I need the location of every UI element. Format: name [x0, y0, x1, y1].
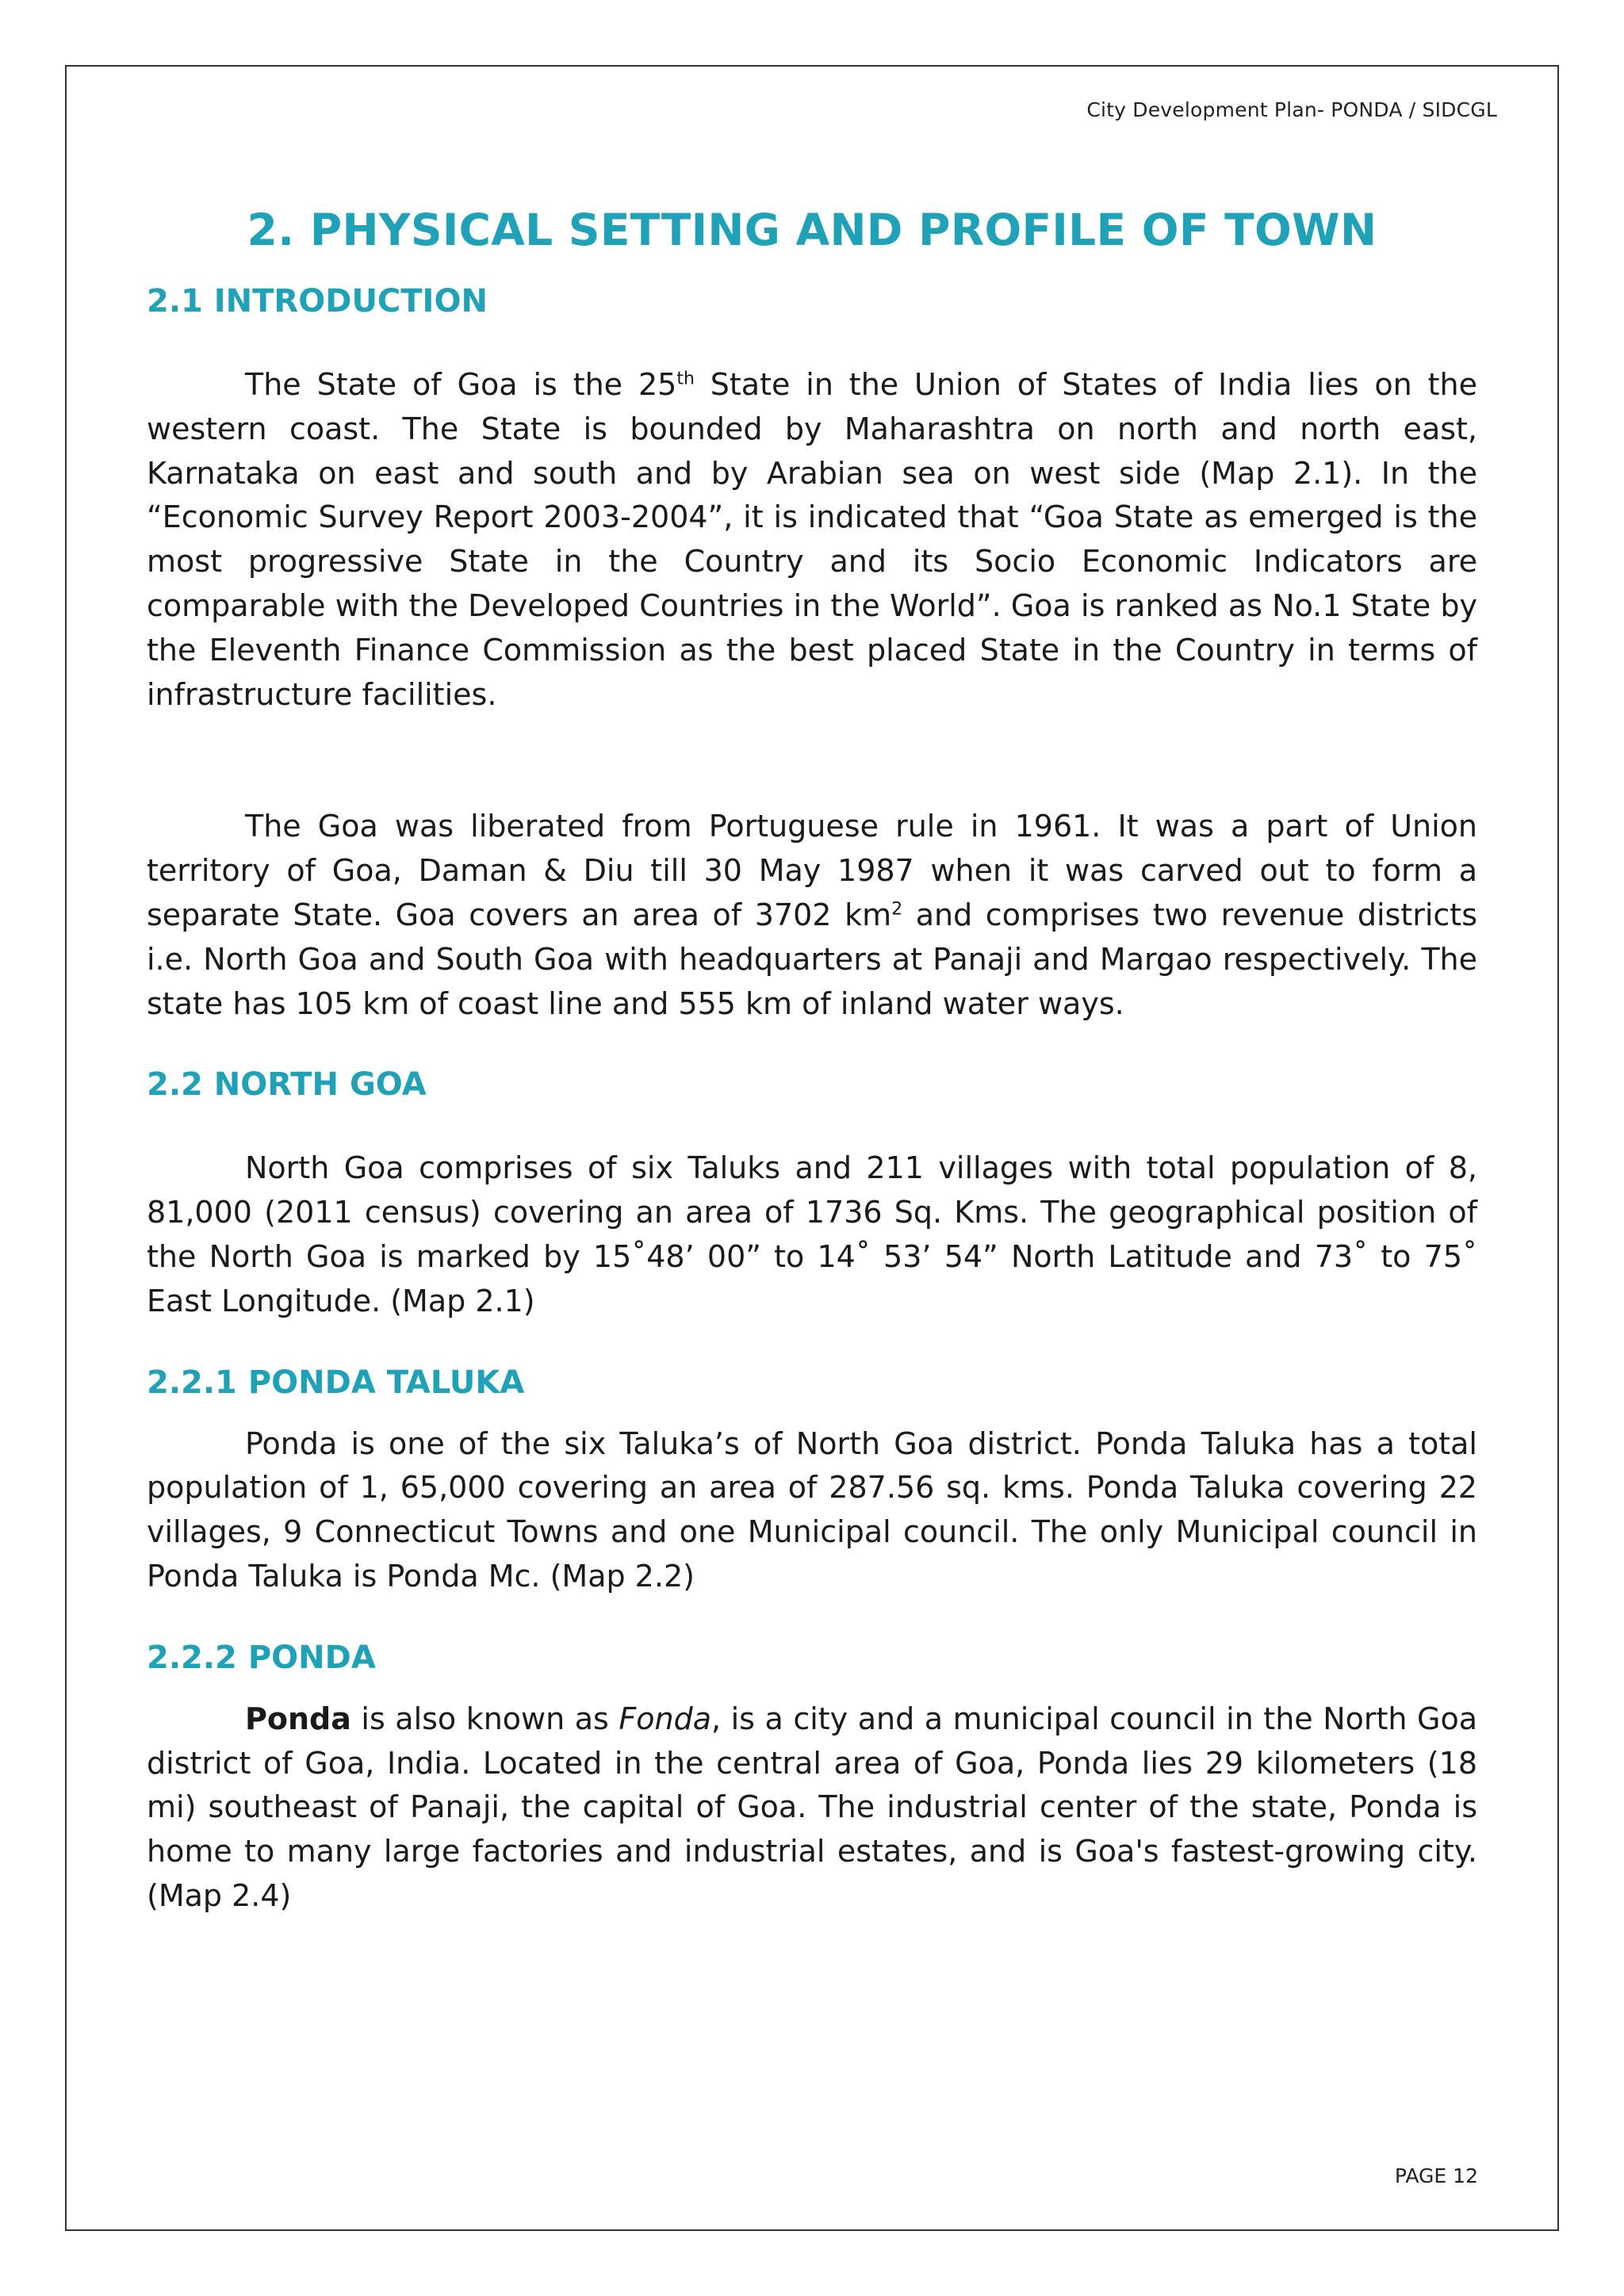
section-heading-introduction: 2.1 INTRODUCTION [147, 283, 488, 320]
fonda-italic-term: Fonda [619, 1701, 711, 1736]
ponda-bold-term: Ponda [245, 1701, 351, 1736]
ponda-taluka-paragraph: Ponda is one of the six Taluka’s of North Goa district. Ponda Taluka has a total population of 1, 65,000 covering an area of 287.56 sq. kms. Ponda Taluka covering 22 villages, 9 Connecticut Towns and one Municipal council. The only Municipal council in Ponda Taluka is Ponda Mc. (Map 2.2) [147, 1425, 1477, 1594]
page-number: PAGE 12 [1394, 2164, 1478, 2187]
ordinal-superscript: th [676, 369, 695, 389]
section-heading-ponda-taluka: 2.2.1 PONDA TALUKA [147, 1364, 525, 1401]
chapter-title: 2. PHYSICAL SETTING AND PROFILE OF TOWN [247, 205, 1377, 255]
area-unit-superscript: 2 [891, 899, 903, 920]
ponda-paragraph-text-b: , is a city and a municipal council in the North Goa district of Goa, India. Located in the central area of Goa, Ponda lies 29 kilometers (18 mi) southeast of Panaji, the capital of Goa. The industrial center of the state, Ponda is home to many large factories and industrial estates, and is Goa's fastest-growing city. (Map 2.4) [147, 1701, 1477, 1913]
intro-paragraph-1 [147, 363, 1477, 717]
ponda-paragraph-text-a: is also known as [350, 1701, 619, 1736]
section-heading-north-goa: 2.2 NORTH GOA [147, 1066, 427, 1104]
intro-paragraph-2-text-a: The Goa was liberated from Portuguese rule in 1961. It was a part of Union territory of Goa, Daman & Diu till 30 May 1987 when it was carved out to form a separate State. Goa covers an area of 3702 km [147, 809, 1477, 932]
intro-paragraph-2 [147, 805, 1477, 1026]
intro-paragraph-1-text-b: State in the Union of States of India lies on the western coast. The State is bounded by Maharashtra on north and north east, Karnataka on east and south and by Arabian sea on west side (Map 2.1). In the “Economic Survey Report 2003-2004”, it is indicated that “Goa State as emerged is the most progressive State in the Country and its Socio Economic Indicators are comparable with the Developed Countries in the World”. Goa is ranked as No.1 State by the Eleventh Finance Commission as the best placed State in the Country in terms of infrastructure facilities. [147, 367, 1477, 712]
running-header: City Development Plan- PONDA / SIDCGL [1086, 98, 1497, 121]
north-goa-paragraph: North Goa comprises of six Taluks and 211 villages with total population of 8, 81,000 (2011 census) covering an area of 1736 Sq. Kms. The geographical position of the North Goa is marked by 15˚48’ 00” to 14˚ 53’ 54” North Latitude and 73˚ to 75˚ East Longitude. (Map 2.1) [147, 1150, 1477, 1318]
intro-paragraph-2-text-b: and comprises two revenue districts i.e. North Goa and South Goa with headquarters at Panaji and Margao respectively. The state has 105 km of coast line and 555 km of inland water ways. [147, 897, 1477, 1021]
document-body [147, 198, 1477, 1919]
ponda-paragraph [147, 1697, 1477, 1919]
section-heading-ponda: 2.2.2 PONDA [147, 1639, 376, 1676]
intro-paragraph-1-text-a: The State of Goa is the 25 [245, 367, 677, 402]
